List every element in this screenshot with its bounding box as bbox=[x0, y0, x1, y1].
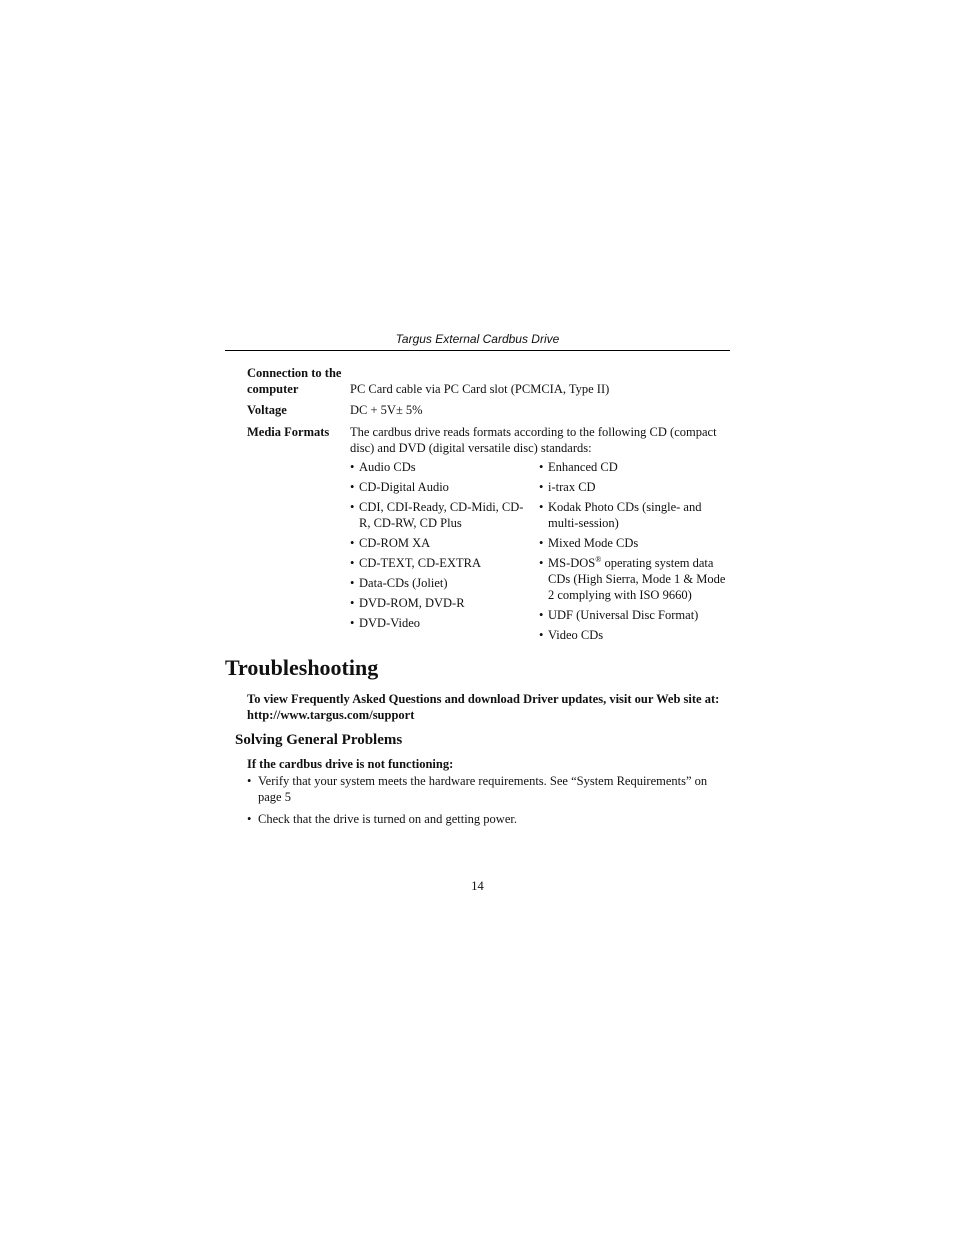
list-item: • Data-CDs (Joliet) bbox=[350, 575, 530, 591]
spec-label-connection-line1: Connection to the bbox=[247, 366, 342, 380]
list-item: • CDI, CDI-Ready, CD-Midi, CD-R, CD-RW, CD Plus bbox=[350, 499, 530, 531]
list-item: • Video CDs bbox=[539, 627, 731, 643]
list-item: • CD-ROM XA bbox=[350, 535, 530, 551]
troubleshooting-tips bbox=[247, 773, 717, 833]
media-formats-intro-line2: disc) and DVD (digital versatile disc) standards: bbox=[350, 441, 592, 455]
list-item: • Mixed Mode CDs bbox=[539, 535, 731, 551]
header-rule bbox=[225, 350, 730, 351]
list-item: • UDF (Universal Disc Format) bbox=[539, 607, 731, 623]
list-item: • CD-TEXT, CD-EXTRA bbox=[350, 555, 530, 571]
list-item: • i-trax CD bbox=[539, 479, 731, 495]
spec-value-connection: PC Card cable via PC Card slot (PCMCIA, Type II) bbox=[350, 382, 610, 396]
spec-label-media-formats: Media Formats bbox=[247, 425, 330, 439]
support-note-text: To view Frequently Asked Questions and download Driver updates, visit our Web site at: bbox=[247, 692, 720, 706]
spec-label-connection bbox=[247, 365, 341, 397]
running-header: Targus External Cardbus Drive bbox=[395, 332, 560, 346]
list-item: • Verify that your system meets the hardware requirements. See “System Requirements” on page 5 bbox=[247, 773, 717, 805]
list-item: • Kodak Photo CDs (single- and multi-session) bbox=[539, 499, 731, 531]
problem-condition: If the cardbus drive is not functioning: bbox=[247, 757, 454, 771]
list-item: • DVD-Video bbox=[350, 615, 530, 631]
list-item: • CD-Digital Audio bbox=[350, 479, 530, 495]
section-heading-troubleshooting: Troubleshooting bbox=[225, 655, 379, 680]
subheading-general-problems: Solving General Problems bbox=[235, 732, 403, 748]
media-formats-right-list bbox=[539, 459, 731, 647]
media-formats-intro bbox=[350, 424, 730, 456]
list-item: • Enhanced CD bbox=[539, 459, 731, 475]
list-item: • Audio CDs bbox=[350, 459, 530, 475]
registered-mark: ® bbox=[595, 554, 602, 564]
media-formats-left-list bbox=[350, 459, 530, 635]
spec-label-voltage: Voltage bbox=[247, 403, 287, 417]
spec-label-connection-line2: computer bbox=[247, 382, 299, 396]
media-formats-intro-line1: The cardbus drive reads formats according to the following CD (compact bbox=[350, 425, 717, 439]
list-item-msdos bbox=[539, 555, 731, 603]
msdos-label: MS-DOS bbox=[548, 556, 596, 570]
spec-value-voltage: DC + 5V± 5% bbox=[350, 403, 423, 417]
support-url: http://www.targus.com/support bbox=[247, 708, 415, 722]
list-item: • Check that the drive is turned on and getting power. bbox=[247, 811, 717, 827]
page-number: 14 bbox=[471, 879, 484, 893]
support-note bbox=[247, 691, 737, 723]
list-item: • DVD-ROM, DVD-R bbox=[350, 595, 530, 611]
msdos-description: operating system data CDs (High Sierra, Mode 1 & Mode 2 complying with ISO 9660) bbox=[548, 556, 726, 602]
